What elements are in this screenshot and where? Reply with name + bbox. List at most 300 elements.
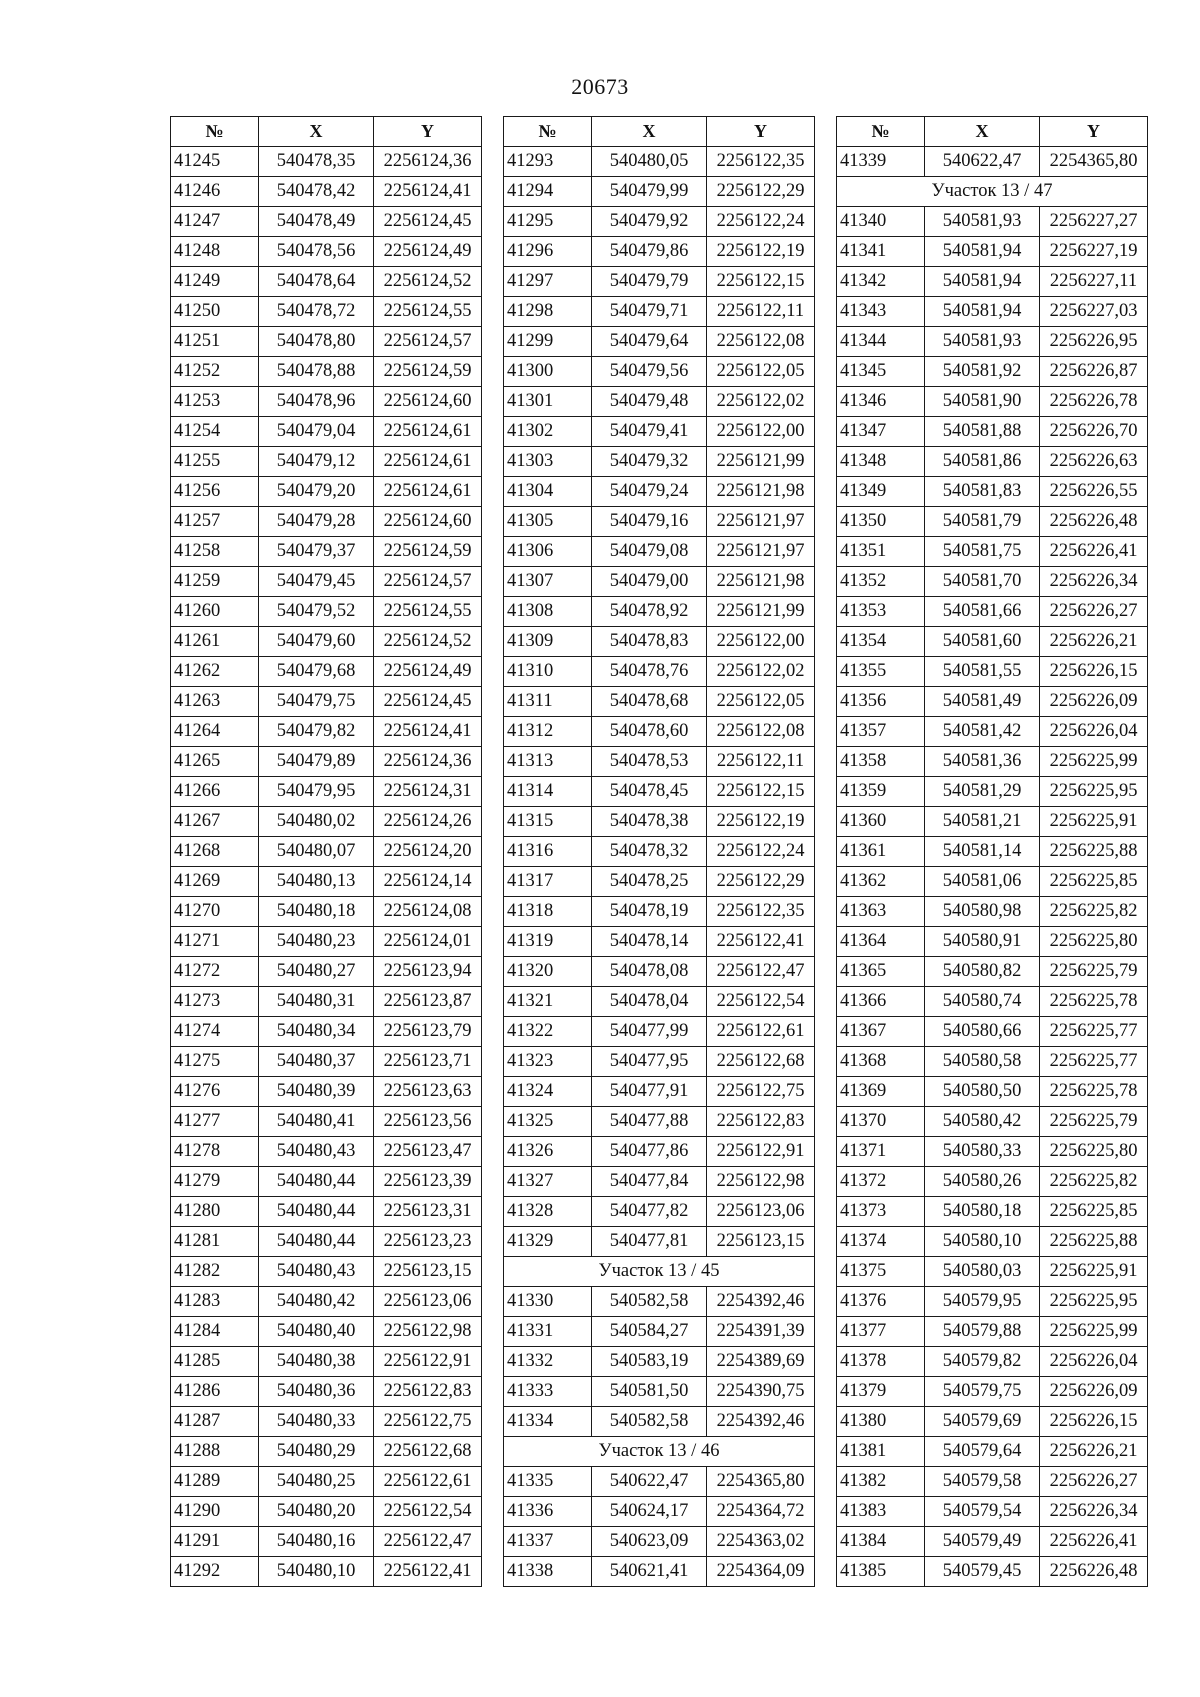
- point-number: 41303: [504, 447, 592, 477]
- x-coordinate: 540480,43: [259, 1257, 374, 1287]
- table-row: [837, 1167, 1148, 1197]
- table-row: [504, 237, 815, 267]
- x-coordinate: 540480,25: [259, 1467, 374, 1497]
- point-number: 41254: [171, 417, 259, 447]
- table-row: [171, 807, 482, 837]
- point-number: 41293: [504, 147, 592, 177]
- point-number: 41266: [171, 777, 259, 807]
- y-coordinate: 2256226,09: [1040, 1377, 1148, 1407]
- y-coordinate: 2256121,99: [707, 597, 815, 627]
- point-number: 41346: [837, 387, 925, 417]
- x-coordinate: 540580,18: [925, 1197, 1040, 1227]
- x-coordinate: 540477,95: [592, 1047, 707, 1077]
- y-coordinate: 2256226,95: [1040, 327, 1148, 357]
- point-number: 41309: [504, 627, 592, 657]
- x-coordinate: 540579,49: [925, 1527, 1040, 1557]
- table-row: [837, 627, 1148, 657]
- point-number: 41357: [837, 717, 925, 747]
- x-coordinate: 540479,24: [592, 477, 707, 507]
- table-row: [171, 717, 482, 747]
- point-number: 41287: [171, 1407, 259, 1437]
- point-number: 41279: [171, 1167, 259, 1197]
- x-coordinate: 540579,64: [925, 1437, 1040, 1467]
- table-row: [837, 1137, 1148, 1167]
- point-number: 41249: [171, 267, 259, 297]
- x-coordinate: 540580,50: [925, 1077, 1040, 1107]
- y-coordinate: 2256226,41: [1040, 1527, 1148, 1557]
- x-coordinate: 540479,45: [259, 567, 374, 597]
- point-number: 41299: [504, 327, 592, 357]
- x-coordinate: 540480,07: [259, 837, 374, 867]
- y-coordinate: 2256123,15: [374, 1257, 482, 1287]
- x-coordinate: 540581,60: [925, 627, 1040, 657]
- point-number: 41311: [504, 687, 592, 717]
- point-number: 41252: [171, 357, 259, 387]
- x-coordinate: 540479,20: [259, 477, 374, 507]
- table-row: [837, 1227, 1148, 1257]
- table-row: [171, 1197, 482, 1227]
- point-number: 41268: [171, 837, 259, 867]
- y-coordinate: 2256122,75: [374, 1407, 482, 1437]
- point-number: 41362: [837, 867, 925, 897]
- point-number: 41302: [504, 417, 592, 447]
- x-coordinate: 540480,27: [259, 957, 374, 987]
- y-coordinate: 2256122,15: [707, 777, 815, 807]
- y-coordinate: 2256124,55: [374, 297, 482, 327]
- y-coordinate: 2256124,20: [374, 837, 482, 867]
- point-number: 41341: [837, 237, 925, 267]
- y-coordinate: 2254364,72: [707, 1497, 815, 1527]
- y-coordinate: 2256122,61: [707, 1017, 815, 1047]
- table-row: [837, 1437, 1148, 1467]
- table-row: [837, 687, 1148, 717]
- point-number: 41245: [171, 147, 259, 177]
- y-coordinate: 2256226,34: [1040, 1497, 1148, 1527]
- x-coordinate: 540581,86: [925, 447, 1040, 477]
- point-number: 41344: [837, 327, 925, 357]
- header-x: X: [259, 117, 374, 147]
- x-coordinate: 540580,42: [925, 1107, 1040, 1137]
- x-coordinate: 540478,35: [259, 147, 374, 177]
- y-coordinate: 2256122,05: [707, 687, 815, 717]
- point-number: 41265: [171, 747, 259, 777]
- table-row: [837, 927, 1148, 957]
- point-number: 41351: [837, 537, 925, 567]
- y-coordinate: 2256123,79: [374, 1017, 482, 1047]
- table-row: [837, 567, 1148, 597]
- x-coordinate: 540479,37: [259, 537, 374, 567]
- y-coordinate: 2254363,02: [707, 1527, 815, 1557]
- x-coordinate: 540582,58: [592, 1287, 707, 1317]
- point-number: 41367: [837, 1017, 925, 1047]
- x-coordinate: 540479,04: [259, 417, 374, 447]
- point-number: 41372: [837, 1167, 925, 1197]
- point-number: 41356: [837, 687, 925, 717]
- header-x: X: [592, 117, 707, 147]
- y-coordinate: 2256226,63: [1040, 447, 1148, 477]
- point-number: 41286: [171, 1377, 259, 1407]
- point-number: 41320: [504, 957, 592, 987]
- x-coordinate: 540479,64: [592, 327, 707, 357]
- point-number: 41277: [171, 1107, 259, 1137]
- table-row: [837, 507, 1148, 537]
- table-row: [171, 177, 482, 207]
- table-row: [837, 1317, 1148, 1347]
- table-row: [504, 627, 815, 657]
- y-coordinate: 2256122,19: [707, 237, 815, 267]
- table-row: [171, 237, 482, 267]
- x-coordinate: 540581,93: [925, 207, 1040, 237]
- point-number: 41310: [504, 657, 592, 687]
- table-row: [171, 477, 482, 507]
- y-coordinate: 2256122,29: [707, 867, 815, 897]
- x-coordinate: 540477,88: [592, 1107, 707, 1137]
- section-row: [504, 1437, 815, 1467]
- x-coordinate: 540583,19: [592, 1347, 707, 1377]
- table-row: [837, 987, 1148, 1017]
- x-coordinate: 540479,12: [259, 447, 374, 477]
- x-coordinate: 540479,52: [259, 597, 374, 627]
- table-row: [837, 387, 1148, 417]
- point-number: 41352: [837, 567, 925, 597]
- x-coordinate: 540477,99: [592, 1017, 707, 1047]
- x-coordinate: 540479,41: [592, 417, 707, 447]
- point-number: 41282: [171, 1257, 259, 1287]
- table-row: [171, 957, 482, 987]
- table-row: [171, 1497, 482, 1527]
- x-coordinate: 540580,26: [925, 1167, 1040, 1197]
- x-coordinate: 540480,40: [259, 1317, 374, 1347]
- table-row: [837, 807, 1148, 837]
- x-coordinate: 540480,33: [259, 1407, 374, 1437]
- table-row: [504, 417, 815, 447]
- point-number: 41361: [837, 837, 925, 867]
- table-row: [837, 297, 1148, 327]
- table-row: [171, 447, 482, 477]
- y-coordinate: 2256124,41: [374, 177, 482, 207]
- point-number: 41318: [504, 897, 592, 927]
- y-coordinate: 2256225,99: [1040, 1317, 1148, 1347]
- table-row: [837, 1407, 1148, 1437]
- y-coordinate: 2256124,61: [374, 417, 482, 447]
- x-coordinate: 540479,75: [259, 687, 374, 717]
- x-coordinate: 540581,92: [925, 357, 1040, 387]
- point-number: 41290: [171, 1497, 259, 1527]
- y-coordinate: 2256226,21: [1040, 627, 1148, 657]
- point-number: 41316: [504, 837, 592, 867]
- y-coordinate: 2256122,75: [707, 1077, 815, 1107]
- y-coordinate: 2256124,26: [374, 807, 482, 837]
- section-title: Участок 13 / 46: [504, 1437, 815, 1467]
- x-coordinate: 540479,28: [259, 507, 374, 537]
- point-number: 41255: [171, 447, 259, 477]
- x-coordinate: 540479,92: [592, 207, 707, 237]
- header-number: №: [837, 117, 925, 147]
- table-row: [171, 1137, 482, 1167]
- point-number: 41335: [504, 1467, 592, 1497]
- table-row: [837, 1257, 1148, 1287]
- y-coordinate: 2256124,60: [374, 387, 482, 417]
- y-coordinate: 2256123,47: [374, 1137, 482, 1167]
- x-coordinate: 540478,76: [592, 657, 707, 687]
- x-coordinate: 540579,45: [925, 1557, 1040, 1587]
- y-coordinate: 2256123,39: [374, 1167, 482, 1197]
- header-y: Y: [374, 117, 482, 147]
- point-number: 41374: [837, 1227, 925, 1257]
- point-number: 41280: [171, 1197, 259, 1227]
- y-coordinate: 2256225,91: [1040, 807, 1148, 837]
- point-number: 41379: [837, 1377, 925, 1407]
- y-coordinate: 2256122,98: [374, 1317, 482, 1347]
- table-row: [171, 687, 482, 717]
- y-coordinate: 2256124,57: [374, 327, 482, 357]
- y-coordinate: 2256225,85: [1040, 867, 1148, 897]
- y-coordinate: 2256123,63: [374, 1077, 482, 1107]
- point-number: 41295: [504, 207, 592, 237]
- point-number: 41301: [504, 387, 592, 417]
- table-row: [504, 1167, 815, 1197]
- table-row: [171, 1467, 482, 1497]
- coordinate-table-2: [503, 116, 815, 1587]
- x-coordinate: 540480,29: [259, 1437, 374, 1467]
- y-coordinate: 2256226,09: [1040, 687, 1148, 717]
- x-coordinate: 540479,16: [592, 507, 707, 537]
- y-coordinate: 2256225,79: [1040, 957, 1148, 987]
- table-row: [171, 327, 482, 357]
- y-coordinate: 2256124,31: [374, 777, 482, 807]
- y-coordinate: 2254389,69: [707, 1347, 815, 1377]
- y-coordinate: 2256121,98: [707, 477, 815, 507]
- point-number: 41373: [837, 1197, 925, 1227]
- y-coordinate: 2256124,49: [374, 657, 482, 687]
- y-coordinate: 2256225,85: [1040, 1197, 1148, 1227]
- y-coordinate: 2256225,99: [1040, 747, 1148, 777]
- y-coordinate: 2256124,57: [374, 567, 482, 597]
- x-coordinate: 540477,84: [592, 1167, 707, 1197]
- y-coordinate: 2256124,55: [374, 597, 482, 627]
- point-number: 41381: [837, 1437, 925, 1467]
- section-row: [504, 1257, 815, 1287]
- table-row: [504, 657, 815, 687]
- y-coordinate: 2256124,59: [374, 537, 482, 567]
- x-coordinate: 540479,48: [592, 387, 707, 417]
- x-coordinate: 540479,60: [259, 627, 374, 657]
- y-coordinate: 2256122,35: [707, 147, 815, 177]
- table-row: [171, 837, 482, 867]
- table-row: [837, 207, 1148, 237]
- point-number: 41359: [837, 777, 925, 807]
- point-number: 41321: [504, 987, 592, 1017]
- point-number: 41371: [837, 1137, 925, 1167]
- header-number: №: [171, 117, 259, 147]
- point-number: 41269: [171, 867, 259, 897]
- header-y: Y: [707, 117, 815, 147]
- table-row: [171, 1557, 482, 1587]
- point-number: 41267: [171, 807, 259, 837]
- point-number: 41334: [504, 1407, 592, 1437]
- point-number: 41288: [171, 1437, 259, 1467]
- x-coordinate: 540478,49: [259, 207, 374, 237]
- table-row: [504, 177, 815, 207]
- table-row: [504, 537, 815, 567]
- table-row: [837, 657, 1148, 687]
- table-row: [837, 267, 1148, 297]
- table-row: [504, 1227, 815, 1257]
- x-coordinate: 540581,79: [925, 507, 1040, 537]
- table-row: [837, 1017, 1148, 1047]
- header-y: Y: [1040, 117, 1148, 147]
- x-coordinate: 540478,56: [259, 237, 374, 267]
- y-coordinate: 2256225,80: [1040, 1137, 1148, 1167]
- x-coordinate: 540480,42: [259, 1287, 374, 1317]
- point-number: 41345: [837, 357, 925, 387]
- point-number: 41289: [171, 1467, 259, 1497]
- x-coordinate: 540480,44: [259, 1197, 374, 1227]
- point-number: 41332: [504, 1347, 592, 1377]
- x-coordinate: 540579,88: [925, 1317, 1040, 1347]
- y-coordinate: 2256124,36: [374, 147, 482, 177]
- table-row: [504, 1047, 815, 1077]
- table-row: [504, 297, 815, 327]
- x-coordinate: 540477,82: [592, 1197, 707, 1227]
- table-row: [504, 327, 815, 357]
- x-coordinate: 540478,88: [259, 357, 374, 387]
- y-coordinate: 2256122,00: [707, 627, 815, 657]
- y-coordinate: 2256121,98: [707, 567, 815, 597]
- point-number: 41296: [504, 237, 592, 267]
- point-number: 41340: [837, 207, 925, 237]
- y-coordinate: 2256124,08: [374, 897, 482, 927]
- y-coordinate: 2256122,11: [707, 297, 815, 327]
- x-coordinate: 540480,10: [259, 1557, 374, 1587]
- point-number: 41284: [171, 1317, 259, 1347]
- x-coordinate: 540581,66: [925, 597, 1040, 627]
- y-coordinate: 2256226,04: [1040, 717, 1148, 747]
- x-coordinate: 540480,18: [259, 897, 374, 927]
- y-coordinate: 2256124,60: [374, 507, 482, 537]
- table-row: [171, 777, 482, 807]
- table-row: [171, 1407, 482, 1437]
- y-coordinate: 2256122,11: [707, 747, 815, 777]
- y-coordinate: 2254365,80: [1040, 147, 1148, 177]
- point-number: 41260: [171, 597, 259, 627]
- y-coordinate: 2256124,45: [374, 207, 482, 237]
- x-coordinate: 540579,75: [925, 1377, 1040, 1407]
- x-coordinate: 540581,55: [925, 657, 1040, 687]
- point-number: 41339: [837, 147, 925, 177]
- table-row: [171, 297, 482, 327]
- point-number: 41350: [837, 507, 925, 537]
- table-row: [171, 1107, 482, 1137]
- x-coordinate: 540581,42: [925, 717, 1040, 747]
- y-coordinate: 2256123,06: [374, 1287, 482, 1317]
- table-row: [171, 1257, 482, 1287]
- x-coordinate: 540478,38: [592, 807, 707, 837]
- x-coordinate: 540478,42: [259, 177, 374, 207]
- y-coordinate: 2256123,23: [374, 1227, 482, 1257]
- y-coordinate: 2256225,82: [1040, 897, 1148, 927]
- y-coordinate: 2256122,91: [707, 1137, 815, 1167]
- point-number: 41378: [837, 1347, 925, 1377]
- point-number: 41276: [171, 1077, 259, 1107]
- point-number: 41353: [837, 597, 925, 627]
- y-coordinate: 2256123,15: [707, 1227, 815, 1257]
- x-coordinate: 540480,44: [259, 1227, 374, 1257]
- table-row: [837, 1497, 1148, 1527]
- table-row: [837, 867, 1148, 897]
- point-number: 41376: [837, 1287, 925, 1317]
- x-coordinate: 540477,91: [592, 1077, 707, 1107]
- x-coordinate: 540480,23: [259, 927, 374, 957]
- table-row: [171, 1047, 482, 1077]
- x-coordinate: 540621,41: [592, 1557, 707, 1587]
- x-coordinate: 540580,82: [925, 957, 1040, 987]
- table-row: [837, 537, 1148, 567]
- x-coordinate: 540479,71: [592, 297, 707, 327]
- table-row: [837, 957, 1148, 987]
- x-coordinate: 540479,86: [592, 237, 707, 267]
- table-row: [171, 147, 482, 177]
- table-body: [837, 147, 1148, 1587]
- x-coordinate: 540581,90: [925, 387, 1040, 417]
- table-row: [171, 1527, 482, 1557]
- y-coordinate: 2256226,87: [1040, 357, 1148, 387]
- point-number: 41312: [504, 717, 592, 747]
- x-coordinate: 540581,83: [925, 477, 1040, 507]
- table-row: [504, 927, 815, 957]
- table-body: [171, 147, 482, 1587]
- x-coordinate: 540581,75: [925, 537, 1040, 567]
- table-row: [837, 1557, 1148, 1587]
- point-number: 41308: [504, 597, 592, 627]
- y-coordinate: 2256226,15: [1040, 1407, 1148, 1437]
- point-number: 41248: [171, 237, 259, 267]
- y-coordinate: 2256122,83: [707, 1107, 815, 1137]
- point-number: 41338: [504, 1557, 592, 1587]
- x-coordinate: 540480,38: [259, 1347, 374, 1377]
- point-number: 41294: [504, 177, 592, 207]
- table-row: [171, 567, 482, 597]
- section-title: Участок 13 / 47: [837, 177, 1148, 207]
- x-coordinate: 540479,79: [592, 267, 707, 297]
- x-coordinate: 540480,37: [259, 1047, 374, 1077]
- x-coordinate: 540579,69: [925, 1407, 1040, 1437]
- table-row: [837, 597, 1148, 627]
- point-number: 41369: [837, 1077, 925, 1107]
- table-row: [504, 567, 815, 597]
- table-row: [504, 1407, 815, 1437]
- x-coordinate: 540478,92: [592, 597, 707, 627]
- y-coordinate: 2256225,78: [1040, 1077, 1148, 1107]
- y-coordinate: 2256122,08: [707, 327, 815, 357]
- section-title: Участок 13 / 45: [504, 1257, 815, 1287]
- table-row: [504, 717, 815, 747]
- y-coordinate: 2256226,41: [1040, 537, 1148, 567]
- x-coordinate: 540478,45: [592, 777, 707, 807]
- table-header-row: [837, 117, 1148, 147]
- table-row: [504, 747, 815, 777]
- y-coordinate: 2256225,95: [1040, 1287, 1148, 1317]
- point-number: 41355: [837, 657, 925, 687]
- x-coordinate: 540478,60: [592, 717, 707, 747]
- x-coordinate: 540479,08: [592, 537, 707, 567]
- x-coordinate: 540580,10: [925, 1227, 1040, 1257]
- table-row: [171, 1347, 482, 1377]
- x-coordinate: 540480,20: [259, 1497, 374, 1527]
- table-row: [504, 1467, 815, 1497]
- table-row: [171, 1017, 482, 1047]
- x-coordinate: 540479,56: [592, 357, 707, 387]
